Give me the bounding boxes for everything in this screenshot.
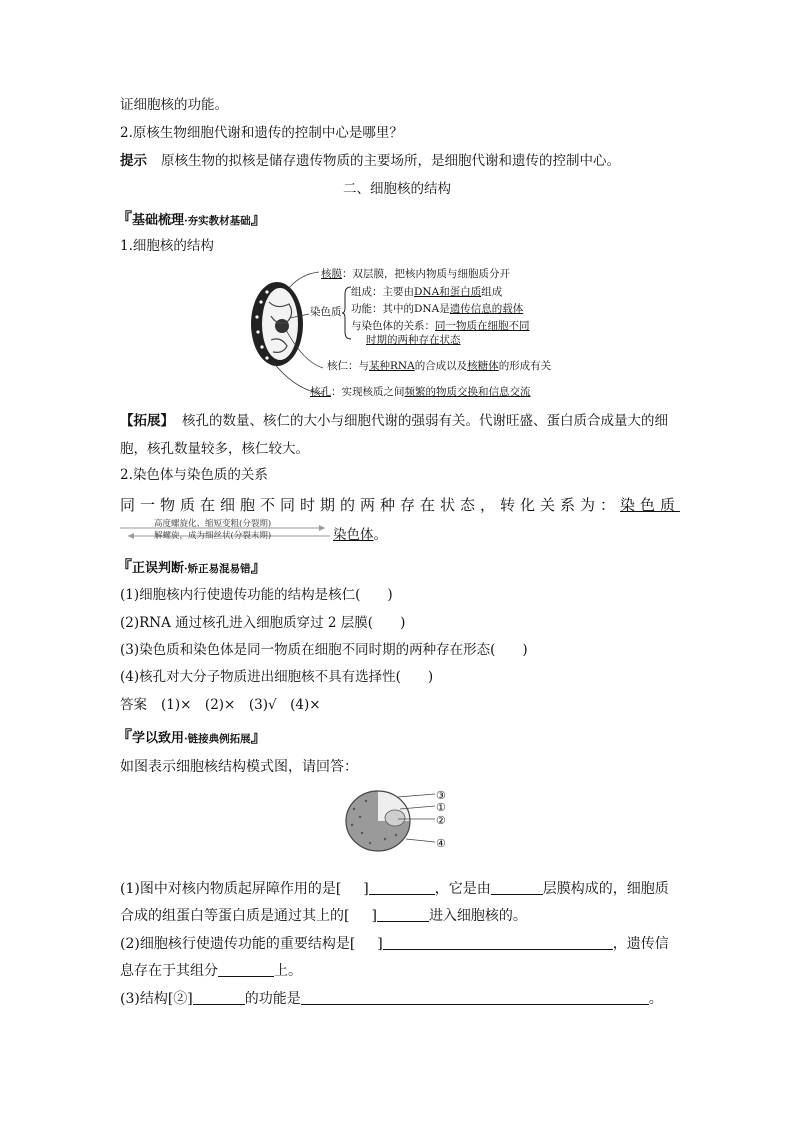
answer-blank[interactable] <box>383 935 613 950</box>
question-1-line2 <box>120 905 527 925</box>
relation-chromatin: 染色质 <box>620 496 681 514</box>
q2-part: ，遗传信 <box>612 936 669 952</box>
judge-item: (3)染色质和染色体是同一物质在细胞不同时期的两种存在形态( ) <box>120 642 528 658</box>
q3-part: 。 <box>648 991 663 1007</box>
relation-line1-text: 同一物质在细胞不同时期的两种存在状态，转化关系为： <box>120 496 621 514</box>
relation-end: 。 <box>373 527 387 543</box>
pore-desc: 频繁的物质交换和信息交流 <box>404 386 531 398</box>
q2-part: (2)细胞核行使遗传功能的重要结构是[ <box>120 936 356 952</box>
apply-intro: 如图表示细胞核结构模式图，请回答： <box>120 759 358 775</box>
expand-line1 <box>120 412 668 430</box>
q1-part: 合成的组蛋白等蛋白质是通过其上的[ <box>120 908 350 924</box>
intro-line: 证细胞核的功能。 <box>120 97 228 113</box>
nucleolus-note <box>327 360 551 373</box>
hint-label: 提示 <box>120 153 147 169</box>
judge-item: (2)RNA 通过核孔进入细胞质穿过 2 层膜( ) <box>120 615 406 631</box>
item2-title: 2.染色体与染色质的关系 <box>120 467 268 483</box>
basics-header: 『基础梳理·夯实教材基础』 <box>116 209 267 228</box>
answer-blank[interactable] <box>491 880 543 895</box>
figure-label: ① <box>436 801 446 814</box>
figure-label: ② <box>436 814 446 827</box>
pore-note <box>310 386 531 399</box>
judge-header-sub: ·矫正易混易错 <box>184 563 251 575</box>
membrane-label: 核膜 <box>321 268 342 280</box>
answer <box>120 696 321 714</box>
q1-part: (1)图中对核内物质起屏障作用的是[ <box>120 881 342 897</box>
function-note <box>351 303 523 316</box>
relation-line1 <box>120 494 680 515</box>
nucleolus-pre: 核仁：与 <box>327 360 369 372</box>
pore-pre: ：实现核质之间 <box>331 386 405 398</box>
relation-line2 <box>366 334 461 347</box>
composition-pre: 组成：主要由 <box>351 286 414 298</box>
relation-note <box>351 320 530 333</box>
answer-text: (1)× (2)× (3)√ (4)× <box>161 697 321 713</box>
membrane-desc: ：双层膜，把核内物质与细胞质分开 <box>342 268 510 280</box>
function-answer: 遗传信息的载体 <box>449 303 524 315</box>
chromatin-label: 染色质 <box>310 306 342 318</box>
hint-text: 原核生物的拟核是储存遗传物质的主要场所，是细胞代谢和遗传的控制中心。 <box>161 153 620 169</box>
function-pre: 功能：其中的DNA是 <box>351 303 450 315</box>
pore-label: 核孔 <box>310 386 331 398</box>
judge-header-main: 正误判断 <box>132 561 185 576</box>
apply-header: 『学以致用·链接典例拓展』 <box>116 727 267 746</box>
relation-line2 <box>333 523 387 543</box>
q1-part: ，它是由 <box>434 881 491 897</box>
relation-pre: 与染色体的关系： <box>351 320 435 332</box>
judge-item: (1)细胞核内行使遗传功能的结构是核仁( ) <box>120 587 393 603</box>
q1-part: 层膜构成的，细胞质 <box>542 881 669 897</box>
basics-header-sub: ·夯实教材基础 <box>184 215 251 227</box>
judge-item: (4)核孔对大分子物质进出细胞核不具有选择性( ) <box>120 669 434 685</box>
figure-label: ③ <box>436 789 446 802</box>
answer-blank[interactable] <box>377 907 429 922</box>
nucleolus-mid: 的合成以及 <box>414 360 468 372</box>
expand-label: 【拓展】 <box>120 413 174 429</box>
expand-text1: 核孔的数量、核仁的大小与细胞代谢的强弱有关。代谢旺盛、蛋白质合成量大的细 <box>182 413 668 429</box>
answer-blank[interactable] <box>369 880 435 895</box>
question-1-line1 <box>120 878 669 898</box>
answer-blank[interactable] <box>218 962 274 977</box>
apply-header-main: 学以致用 <box>132 731 185 746</box>
nucleus-structure-figure <box>245 262 325 402</box>
composition-answer: DNA和蛋白质 <box>414 286 482 298</box>
basics-header-main: 基础梳理 <box>132 213 185 228</box>
membrane-note <box>321 268 510 281</box>
figure-label: ④ <box>436 837 446 850</box>
q2-part: 息存在于其组分 <box>120 963 218 979</box>
relation-line2-text: 时期的两种存在状态 <box>366 334 461 346</box>
arrow-label-bottom: 解螺旋，成为细丝状(分裂末期) <box>154 531 272 541</box>
arrow-label-top: 高度螺旋化、缩短变粗(分裂期) <box>154 519 272 529</box>
question-2: 2.原核生物细胞代谢和遗传的控制中心是哪里？ <box>120 125 403 141</box>
question-3 <box>120 988 663 1008</box>
question-2-line1 <box>120 933 669 953</box>
item1-title: 1.细胞核的结构 <box>120 238 214 254</box>
relation-chromosome: 染色体 <box>333 527 374 543</box>
q3-part: 的功能是 <box>244 991 301 1007</box>
composition-post: 组成 <box>481 286 503 298</box>
hint <box>120 152 620 170</box>
q1-part: ] <box>371 908 377 924</box>
relation-line1: 同一物质在细胞不同 <box>435 320 530 332</box>
q1-part: 进入细胞核的。 <box>428 908 527 924</box>
composition-note <box>351 286 502 299</box>
nucleolus-ribosome: 核糖体 <box>467 360 499 372</box>
question-2-line2 <box>120 960 302 980</box>
q2-part: ] <box>377 936 383 952</box>
expand-line2: 胞，核孔数量较多，核仁较大。 <box>120 441 309 457</box>
section-title: 二、细胞核的结构 <box>343 181 451 197</box>
q3-part: (3)结构[②] <box>120 991 193 1007</box>
answer-label: 答案 <box>120 697 147 713</box>
nucleus-model-figure <box>340 785 440 855</box>
apply-header-sub: ·链接典例拓展 <box>184 733 251 745</box>
judge-header: 『正误判断·矫正易混易错』 <box>116 557 267 576</box>
answer-blank[interactable] <box>301 990 649 1005</box>
q2-part: 上。 <box>274 963 302 979</box>
nucleolus-rna: 某种RNA <box>369 360 415 372</box>
nucleolus-post: 的形成有关 <box>498 360 552 372</box>
answer-blank[interactable] <box>193 990 245 1005</box>
q1-part: ] <box>363 881 369 897</box>
